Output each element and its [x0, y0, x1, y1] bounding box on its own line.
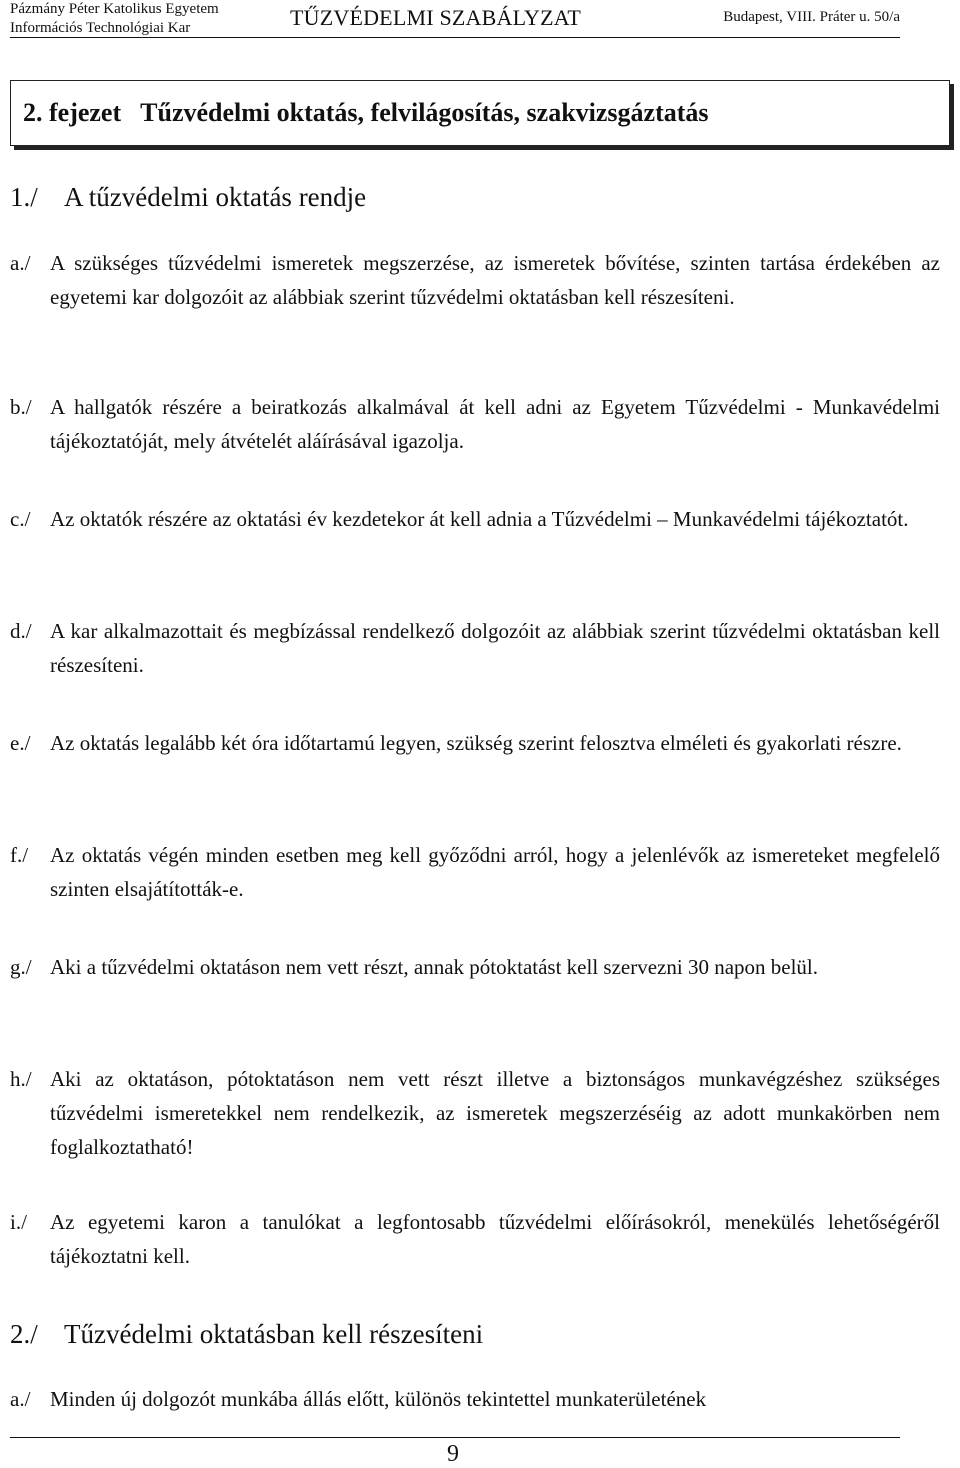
- item-letter: d./: [10, 619, 32, 643]
- item-text: Aki a tűzvédelmi oktatáson nem vett részt, annak pótoktatást kell szervezni 30 napon belül.: [50, 955, 819, 979]
- item-letter: c./: [10, 507, 31, 531]
- item-text: Minden új dolgozót munkába állás előtt, különös tekintettel munkaterületének: [50, 1387, 707, 1411]
- item-text: Az oktatás legalább két óra időtartamú legyen, szükség szerint felosztva elméleti és gyakorlati részre.: [50, 731, 902, 755]
- list-item: [10, 838, 940, 906]
- section-heading: [10, 1318, 483, 1350]
- header-institution: [10, 0, 219, 38]
- list-item: [10, 390, 940, 458]
- faculty-name: Információs Technológiai Kar: [10, 20, 191, 36]
- item-text: A hallgatók részére a beiratkozás alkalmával át kell adni az Egyetem Tűzvédelmi - Munkavédelmi tájékoztatóját, mely átvételét aláírásával igazolja.: [50, 395, 940, 453]
- university-name: Pázmány Péter Katolikus Egyetem: [10, 1, 219, 17]
- item-letter: f./: [10, 843, 29, 867]
- item-text: A kar alkalmazottait és megbízással rendelkező dolgozóit az alábbiak szerint tűzvédelmi oktatásban kell részesíteni.: [50, 619, 940, 677]
- section-title: A tűzvédelmi oktatás rendje: [64, 182, 367, 212]
- page-number: 9: [447, 1441, 459, 1467]
- footer-divider: [10, 1437, 900, 1438]
- item-letter: a./: [10, 1387, 31, 1411]
- list-item: [10, 726, 940, 760]
- header-address: Budapest, VIII. Práter u. 50/a: [723, 9, 900, 25]
- item-text: Aki az oktatáson, pótoktatáson nem vett részt illetve a biztonságos munkavégzéshez szükséges tűzvédelmi ismeretekkel nem rendelkezik, az ismeretek megszerzéséig az adott munkakörben nem foglalkoztatható!: [50, 1067, 940, 1159]
- item-letter: h./: [10, 1067, 32, 1091]
- item-letter: b./: [10, 395, 32, 419]
- item-text: Az oktatás végén minden esetben meg kell győződni arról, hogy a jelenlévők az ismereteket megfelelő szinten elsajátították-e.: [50, 843, 940, 901]
- section-heading: [10, 181, 366, 213]
- item-text: A szükséges tűzvédelmi ismeretek megszerzése, az ismeretek bővítése, szinten tartása érdekében az egyetemi kar dolgozóit az alábbiak szerint tűzvédelmi oktatásban kell részesíteni.: [50, 251, 940, 309]
- page-header: [10, 0, 900, 38]
- item-letter: e./: [10, 731, 31, 755]
- section-number: 2./: [10, 1319, 38, 1349]
- item-letter: g./: [10, 955, 32, 979]
- list-item: [10, 950, 940, 984]
- item-text: Az oktatók részére az oktatási év kezdetekor át kell adnia a Tűzvédelmi – Munkavédelmi tájékoztatót.: [50, 507, 909, 531]
- item-letter: a./: [10, 251, 31, 275]
- chapter-heading-box: [10, 80, 950, 146]
- list-item: [10, 246, 940, 314]
- section-title: Tűzvédelmi oktatásban kell részesíteni: [64, 1319, 484, 1349]
- list-item: [10, 1205, 940, 1273]
- item-letter: i./: [10, 1210, 27, 1234]
- list-item: [10, 1382, 940, 1416]
- list-item: [10, 1062, 940, 1164]
- document-title: TŰZVÉDELMI SZABÁLYZAT: [290, 5, 582, 30]
- section-number: 1./: [10, 182, 38, 212]
- list-item: [10, 502, 940, 536]
- list-item: [10, 614, 940, 682]
- header-divider: [10, 37, 900, 38]
- chapter-title: 2. fejezet Tűzvédelmi oktatás, felvilágosítás, szakvizsgáztatás: [23, 98, 709, 127]
- item-text: Az egyetemi karon a tanulókat a legfontosabb tűzvédelmi előírásokról, menekülés lehetőségéről tájékoztatni kell.: [50, 1210, 940, 1268]
